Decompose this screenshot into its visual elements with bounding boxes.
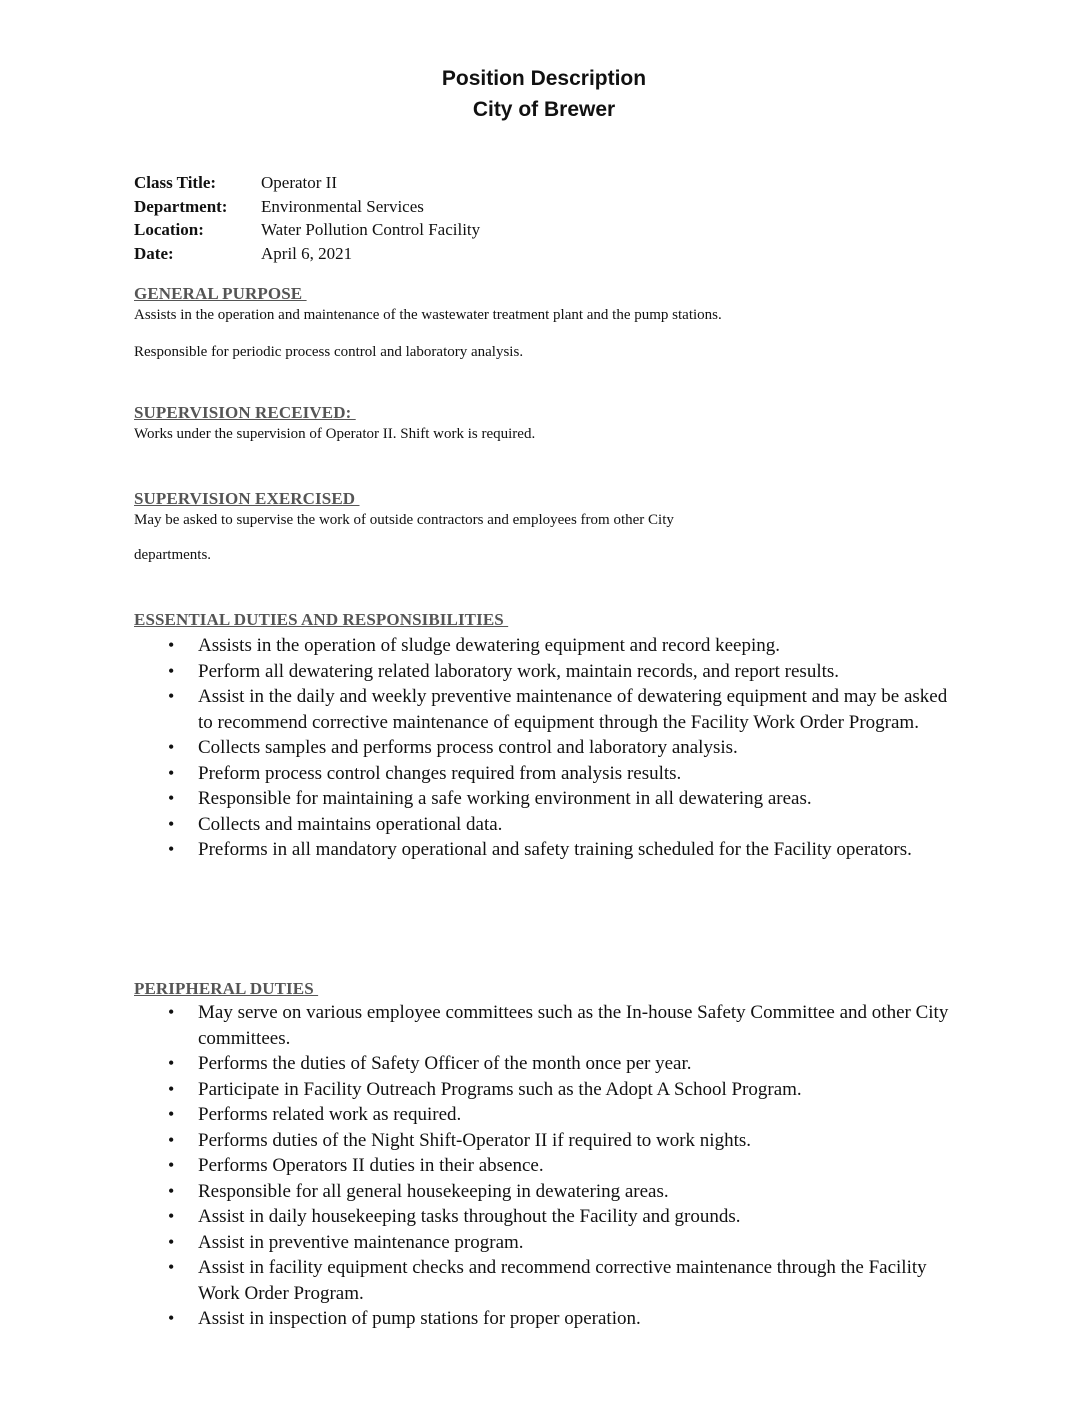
peripheral-duties-heading: PERIPHERAL DUTIES <box>134 979 319 998</box>
list-item: • Assist in the daily and weekly preventive maintenance of dewatering equipment and may be asked to recommend corrective maintenance of equipment through the Facility Work Order Program. <box>165 684 965 735</box>
supervision-exercised-text: May be asked to supervise the work of outside contractors and employees from other City <box>134 512 674 528</box>
list-item: • May serve on various employee committees such as the In-house Safety Committee and other City committees. <box>165 1000 965 1051</box>
meta-value: Environmental Services <box>261 196 424 216</box>
meta-row-class-title <box>134 171 480 195</box>
list-item: • Assist in preventive maintenance program. <box>165 1230 965 1256</box>
list-item: • Preform process control changes required from analysis results. <box>165 761 965 787</box>
list-item: • Collects and maintains operational data. <box>165 812 965 838</box>
meta-row-date <box>134 242 480 266</box>
document-subtitle: City of Brewer <box>472 98 616 121</box>
meta-label: Class Title: <box>134 173 217 192</box>
supervision-exercised-heading: SUPERVISION EXERCISED <box>134 489 360 508</box>
list-item: • Assist in inspection of pump stations for proper operation. <box>165 1306 965 1332</box>
meta-row-location <box>134 218 480 242</box>
general-purpose-text-2: Responsible for periodic process control and laboratory analysis. <box>134 344 524 360</box>
list-item: • Performs the duties of Safety Officer of the month once per year. <box>165 1051 965 1077</box>
meta-value: April 6, 2021 <box>261 243 353 263</box>
meta-label: Department: <box>134 196 228 216</box>
list-item: • Perform all dewatering related laboratory work, maintain records, and report results. <box>165 659 965 685</box>
essential-duties-list <box>165 633 965 863</box>
peripheral-duties-list <box>165 1000 965 1332</box>
supervision-received-heading: SUPERVISION RECEIVED: <box>134 403 356 422</box>
list-item: • Responsible for maintaining a safe working environment in all dewatering areas. <box>165 786 965 812</box>
general-purpose-heading: GENERAL PURPOSE <box>134 284 307 303</box>
essential-duties-heading: ESSENTIAL DUTIES AND RESPONSIBILITIES <box>134 610 509 629</box>
meta-value: Water Pollution Control Facility <box>261 220 481 239</box>
list-item: • Responsible for all general housekeeping in dewatering areas. <box>165 1179 965 1205</box>
document-title: Position Description <box>441 67 647 90</box>
list-item: • Collects samples and performs process control and laboratory analysis. <box>165 735 965 761</box>
meta-label: Date: <box>134 243 174 263</box>
general-purpose-text: Assists in the operation and maintenance of the wastewater treatment plant and the pump stations. <box>134 307 722 323</box>
supervision-received-text: Works under the supervision of Operator II. Shift work is required. <box>134 426 536 442</box>
supervision-exercised-text-2: departments. <box>134 547 212 563</box>
list-item: • Participate in Facility Outreach Programs such as the Adopt A School Program. <box>165 1077 965 1103</box>
meta-label: Location: <box>134 220 204 239</box>
list-item: • Assists in the operation of sludge dewatering equipment and record keeping. <box>165 633 965 659</box>
list-item: • Performs Operators II duties in their absence. <box>165 1153 965 1179</box>
list-item: • Assist in daily housekeeping tasks throughout the Facility and grounds. <box>165 1204 965 1230</box>
list-item: • Preforms in all mandatory operational and safety training scheduled for the Facility operators. <box>165 837 965 863</box>
list-item: • Performs related work as required. <box>165 1102 965 1128</box>
meta-row-department <box>134 195 480 219</box>
list-item: • Performs duties of the Night Shift-Operator II if required to work nights. <box>165 1128 965 1154</box>
list-item: • Assist in facility equipment checks and recommend corrective maintenance through the Facility Work Order Program. <box>165 1255 965 1306</box>
position-metadata <box>134 171 480 265</box>
meta-value: Operator II <box>261 173 337 192</box>
